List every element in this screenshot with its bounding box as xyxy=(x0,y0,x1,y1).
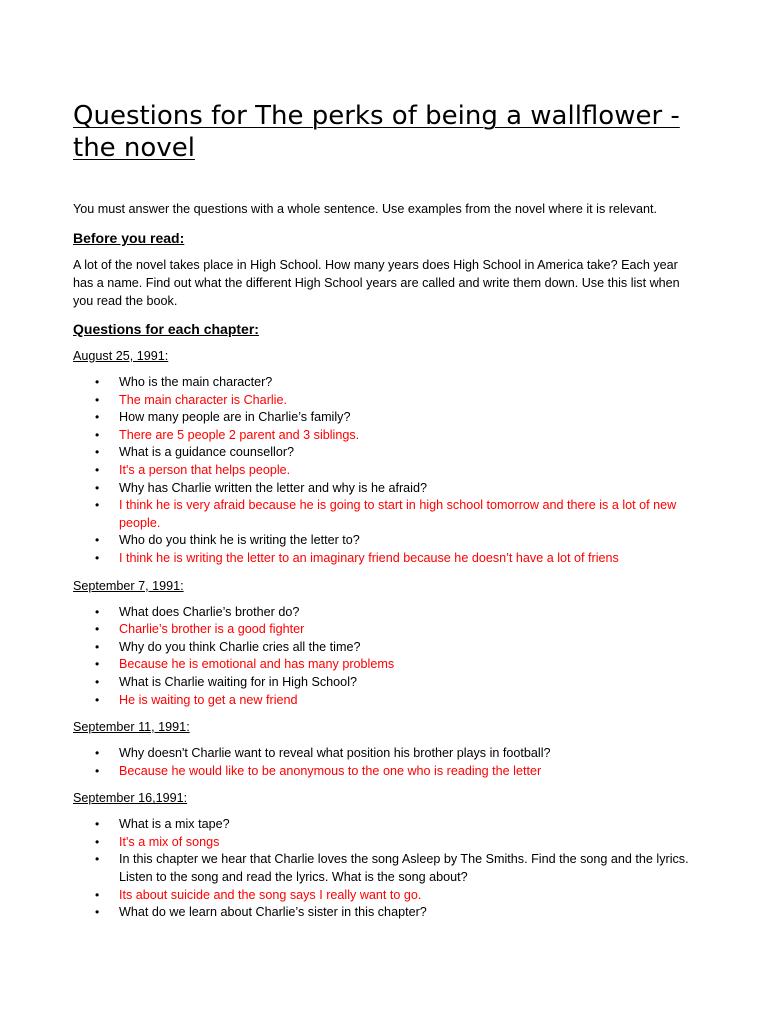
answer-text: Because he would like to be anonymous to the one who is reading the letter xyxy=(119,763,542,778)
question-text: Why doesn't Charlie want to reveal what position his brother plays in football? xyxy=(119,746,551,761)
chapter-question-list xyxy=(73,745,693,780)
question-text: What is a guidance counsellor? xyxy=(119,445,295,460)
bullet-icon: • xyxy=(95,480,100,495)
chapter-sections xyxy=(73,347,693,922)
answer-item xyxy=(73,763,693,781)
bullet-icon: • xyxy=(95,834,100,849)
answer-text: I think he is very afraid because he is going to start in high school tomorrow and there is a lot of new people. xyxy=(119,498,677,530)
bullet-icon: • xyxy=(95,550,100,565)
answer-item xyxy=(73,550,693,568)
answer-item xyxy=(73,497,693,532)
question-item xyxy=(73,745,693,763)
answer-item xyxy=(73,392,693,410)
question-item xyxy=(73,639,693,657)
question-item xyxy=(73,480,693,498)
chapter-date-heading: September 7, 1991: xyxy=(73,578,184,593)
bullet-icon: • xyxy=(95,692,100,707)
bullet-icon: • xyxy=(95,392,100,407)
bullet-icon: • xyxy=(95,427,100,442)
question-item xyxy=(73,409,693,427)
question-text: In this chapter we hear that Charlie loves the song Asleep by The Smiths. Find the song and the lyrics. Listen to the song and read the lyrics. What is the song about? xyxy=(119,852,689,885)
question-text: Who is the main character? xyxy=(119,375,273,389)
bullet-icon: • xyxy=(95,498,100,513)
chapter-date-heading: August 25, 1991: xyxy=(73,349,169,363)
bullet-icon: • xyxy=(95,657,100,672)
bullet-icon: • xyxy=(95,533,100,548)
chapter-date-heading: September 11, 1991: xyxy=(73,720,190,735)
answer-item xyxy=(73,621,693,639)
answer-text: Its about suicide and the song says I really want to go. xyxy=(119,887,422,902)
answer-item xyxy=(73,427,693,445)
chapter-question-list xyxy=(73,604,693,710)
question-text: How many people are in Charlie’s family? xyxy=(119,410,351,425)
question-item xyxy=(73,674,693,692)
bullet-icon: • xyxy=(95,445,100,460)
bullet-icon: • xyxy=(95,905,100,920)
answer-text: Charlie’s brother is a good fighter xyxy=(119,622,305,637)
question-text: What does Charlie’s brother do? xyxy=(119,604,300,619)
bullet-icon: • xyxy=(95,622,100,637)
answer-item xyxy=(73,656,693,674)
bullet-icon: • xyxy=(95,639,100,654)
question-text: What is a mix tape? xyxy=(119,817,230,832)
question-item xyxy=(73,816,693,834)
answer-text: There are 5 people 2 parent and 3 siblings. xyxy=(119,427,360,442)
before-you-read-text: A lot of the novel takes place in High School. How many years does High School in America take? Each year has a name. Find out what the different High School years are called and write them down. Use this list when you read the book. xyxy=(73,258,680,308)
answer-text: It's a person that helps people. xyxy=(119,462,291,477)
question-item xyxy=(73,604,693,622)
bullet-icon: • xyxy=(95,462,100,477)
answer-text: Because he is emotional and has many problems xyxy=(119,657,395,672)
bullet-icon: • xyxy=(95,674,100,689)
question-item xyxy=(73,532,693,550)
question-text: Why has Charlie written the letter and why is he afraid? xyxy=(119,480,427,495)
intro-text: You must answer the questions with a whole sentence. Use examples from the novel where it is relevant. xyxy=(73,202,658,216)
answer-item xyxy=(73,834,693,852)
bullet-icon: • xyxy=(95,375,100,389)
question-text: Why do you think Charlie cries all the time? xyxy=(119,639,361,654)
question-item xyxy=(73,374,693,392)
bullet-icon: • xyxy=(95,852,100,867)
question-item xyxy=(73,444,693,462)
chapter-question-list xyxy=(73,374,693,568)
document-page xyxy=(73,100,693,931)
answer-text: It's a mix of songs xyxy=(119,834,220,849)
chapter-date-heading: September 16,1991: xyxy=(73,791,188,806)
bullet-icon: • xyxy=(95,746,100,761)
question-text: Who do you think he is writing the letter to? xyxy=(119,533,360,548)
document-title: Questions for The perks of being a wallflower - the novel xyxy=(73,101,680,163)
bullet-icon: • xyxy=(95,604,100,619)
answer-item xyxy=(73,692,693,710)
before-you-read-heading: Before you read: xyxy=(73,230,185,246)
chapter-question-list xyxy=(73,816,693,922)
question-item xyxy=(73,851,693,886)
question-text: What is Charlie waiting for in High School? xyxy=(119,674,357,689)
bullet-icon: • xyxy=(95,763,100,778)
bullet-icon: • xyxy=(95,817,100,832)
chapter-questions-heading: Questions for each chapter: xyxy=(73,321,259,337)
answer-item xyxy=(73,887,693,905)
bullet-icon: • xyxy=(95,410,100,425)
question-item xyxy=(73,904,693,922)
answer-text: I think he is writing the letter to an imaginary friend because he doesn’t have a lot of friens xyxy=(119,550,619,565)
answer-text: The main character is Charlie. xyxy=(119,392,287,407)
question-text: What do we learn about Charlie’s sister in this chapter? xyxy=(119,905,427,920)
answer-item xyxy=(73,462,693,480)
bullet-icon: • xyxy=(95,887,100,902)
answer-text: He is waiting to get a new friend xyxy=(119,692,298,707)
